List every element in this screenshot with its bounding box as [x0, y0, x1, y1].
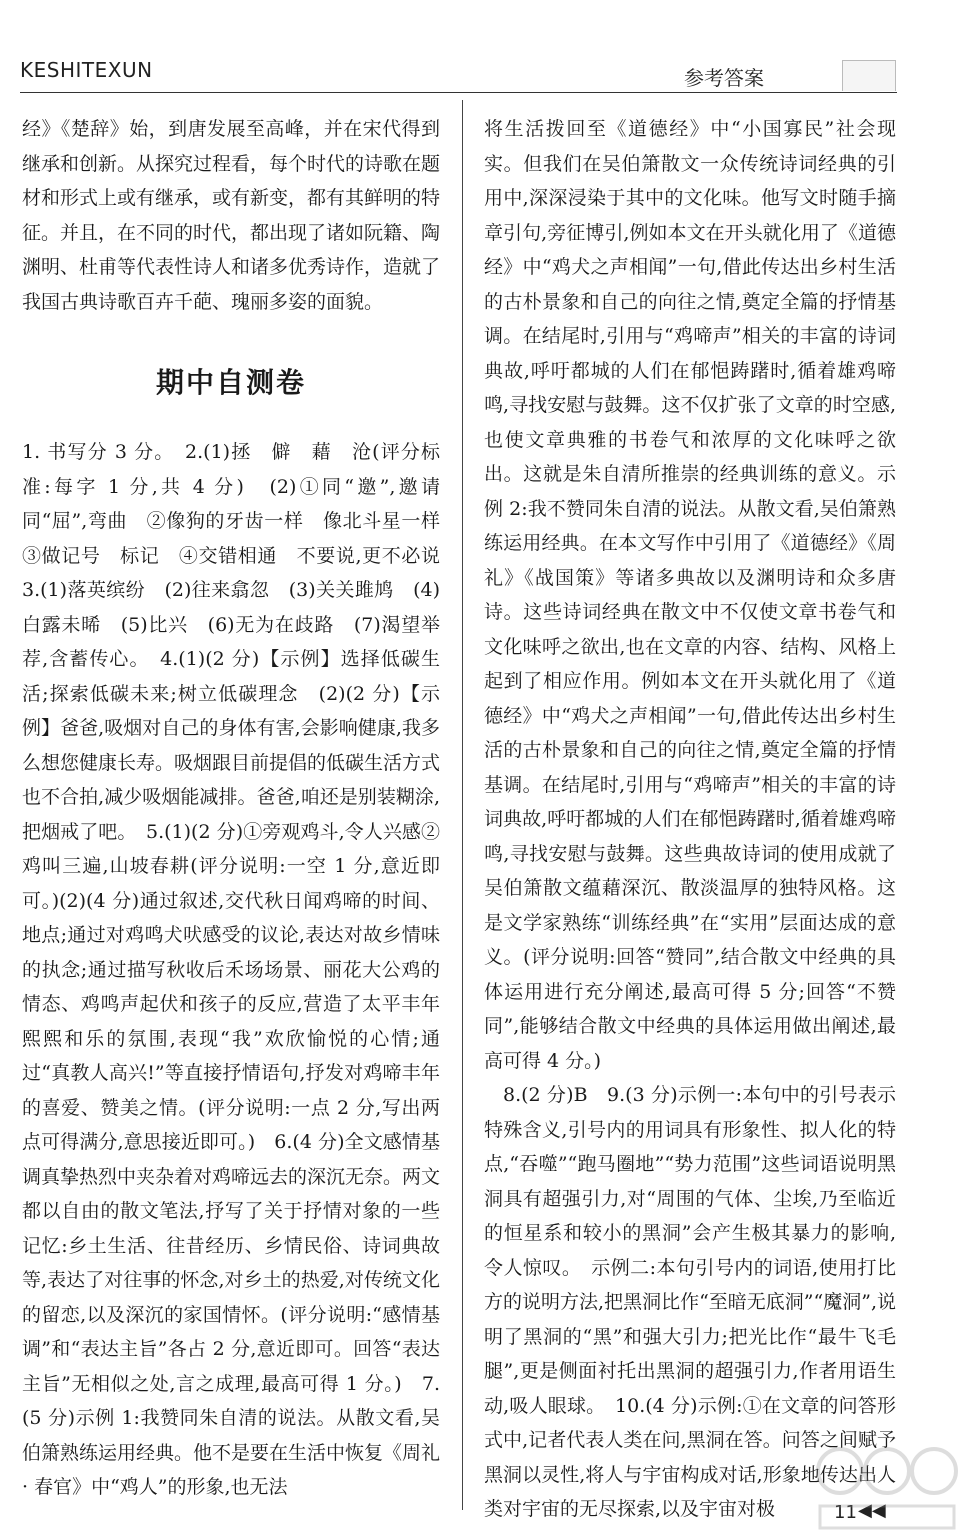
left-column: [22, 112, 460, 1512]
header-section-label: 参考答案: [684, 66, 764, 90]
answers-8-10: 8.(2 分)B 9.(3 分)示例一:本句中的引号表示特殊含义,引号内的用词具有形象性、拟人化的特点,“吞噬”“跑马圈地”“势力范围”这些词语说明黑洞具有超强引力,对“周围的气体、尘埃,乃至临近的恒星系和较小的黑洞”会产生极其暴力的影响,令人惊叹。 示例二:本句引号内的词语,使用打比方的说明方法,把黑洞比作“至暗无底洞”“魔洞”,说明了黑洞的“黑”和强大引力;把光比作“最牛飞毛腿”,更是侧面衬托出黑洞的超强引力,作者用语生动,吸人眼球。 10.(4 分)示例:①在文章的问答形式中,记者代表人类在问,黑洞在答。问答之间赋予黑洞以灵性,将人与宇宙构成对话,形象地传达出人类对宇宙的无尽探索,以及宇宙对极: [484, 1084, 896, 1520]
page-number: 11: [834, 1502, 857, 1523]
answers-paragraph: 1. 书写分 3 分。 2.(1)拯 僻 藉 沧(评分标准:每字 1 分,共 4 分) (2)①同“邀”,邀请 同“屈”,弯曲 ②像狗的牙齿一样 像北斗星一样 ③做记号 标记 ④交错相通 不要说,更不必说 3.(1)落英缤纷 (2)往来翕忽 (3)关关雎鸠 (4)白露未晞 (5)比兴 (6)无为在歧路 (7)渴望举荐,含蓄传心。 4.(1)(2 分)【示例】选择低碳生活;探索低碳未来;树立低碳理念 (2)(2 分)【示例】爸爸,吸烟对自己的身体有害,会影响健康,我多么想您健康长寿。吸烟跟目前提倡的低碳生活方式也不合拍,减少吸烟能减排。爸爸,咱还是别装糊涂,把烟戒了吧。 5.(1)(2 分)①旁观鸡斗,令人兴感②鸡叫三遍,山坡春耕(评分说明:一空 1 分,意近即可。)(2)(4 分)通过叙述,交代秋日闻鸡啼的时间、地点;通过对鸡鸣犬吠感受的议论,表达对故乡情味的执念;通过描写秋收后禾场场景、丽花大公鸡的情态、鸡鸣声起伏和孩子的反应,营造了太平丰年熙熙和乐的氛围,表现“我”欢欣愉悦的心情;通过“真教人高兴!”等直接抒情语句,抒发对鸡啼丰年的喜爱、赞美之情。(评分说明:一点 2 分,写出两点可得满分,意思接近即可。) 6.(4 分)全文感情基调真挚热烈中夹杂着对鸡啼远去的深沉无奈。两文都以自由的散文笔法,抒写了关于抒情对象的一些记忆:乡土生活、往昔经历、乡情民俗、诗词典故等,表达了对往事的怀念,对乡土的热爱,对传统文化的留恋,以及深沉的家国情怀。(评分说明:“感情基调”和“表达主旨”各占 2 分,意近即可。回答“表达主旨”无相似之处,言之成理,最高可得 1 分。) 7.(5 分)示例 1:我赞同朱自清的说法。从散文看,吴伯箫熟练运用经典。他不是要在生活中恢复《周礼 · 春官》中“鸡人”的形象,也无法: [22, 441, 460, 1498]
page-arrow-icon: ◀◀: [858, 1500, 886, 1521]
section-title: 期中自测卷: [155, 366, 306, 399]
answer-7-continued: 将生活拨回至《道德经》中“小国寡民”社会现实。但我们在吴伯箫散文一众传统诗词经典的引用中,深深浸染于其中的文化味。他写文时随手摘章引句,旁征博引,例如本文在开头就化用了《道德经》中“鸡犬之声相闻”一句,借此传达出乡村生活的古朴景象和自己的向往之情,奠定全篇的抒情基调。在结尾时,引用与“鸡啼声”相关的丰富的诗词典故,呼吁都城的人们在郁悒踌躇时,循着雄鸡啼鸣,寻找安慰与鼓舞。这不仅扩张了文章的时空感,也使文章典雅的书卷气和浓厚的文化味呼之欲出。这就是朱自清所推崇的经典训练的意义。示例 2:我不赞同朱自清的说法。从散文看,吴伯箫熟练运用经典。在本文写作中引用了《道德经》《周礼》《战国策》等诸多典故以及渊明诗和众多唐诗。这些诗词经典在散文中不仅使文章书卷气和文化味呼之欲出,也在文章的内容、结构、风格上起到了相应作用。例如本文在开头就化用了《道德经》中“鸡犬之声相闻”一句,借此传达出乡村生活的古朴景象和自己的向往之情,奠定全篇的抒情基调。在结尾时,引用与“鸡啼声”相关的丰富的诗词典故,呼吁都城的人们在郁悒踌躇时,循着雄鸡啼鸣,寻找安慰与鼓舞。这些典故诗词的使用成就了吴伯箫散文蕴藉深沉、散淡温厚的独特风格。这是文学家熟练“训练经典”在“实用”层面达成的意义。(评分说明:回答“赞同”,结合散文中经典的具体运用进行充分阐述,最高可得 5 分;回答“不赞同”,能够结合散文中经典的具体运用做出阐述,最高可得 4 分。): [484, 118, 896, 1072]
brand-logo-text: KESHITEXUN: [20, 58, 153, 82]
header-rule: [20, 92, 897, 93]
header-tab-decoration: [842, 60, 896, 91]
column-divider: [462, 100, 463, 1510]
intro-paragraph: 经》《楚辞》始，到唐发展至高峰，并在宋代得到继承和创新。从探究过程看，每个时代的诗歌在题材和形式上或有继承，或有新变，都有其鲜明的特征。并且，在不同的时代，都出现了诸如阮籍、陶渊明、杜甫等代表性诗人和诸多优秀诗作，造就了我国古典诗歌百卉千葩、瑰丽多姿的面貌。: [22, 118, 441, 313]
